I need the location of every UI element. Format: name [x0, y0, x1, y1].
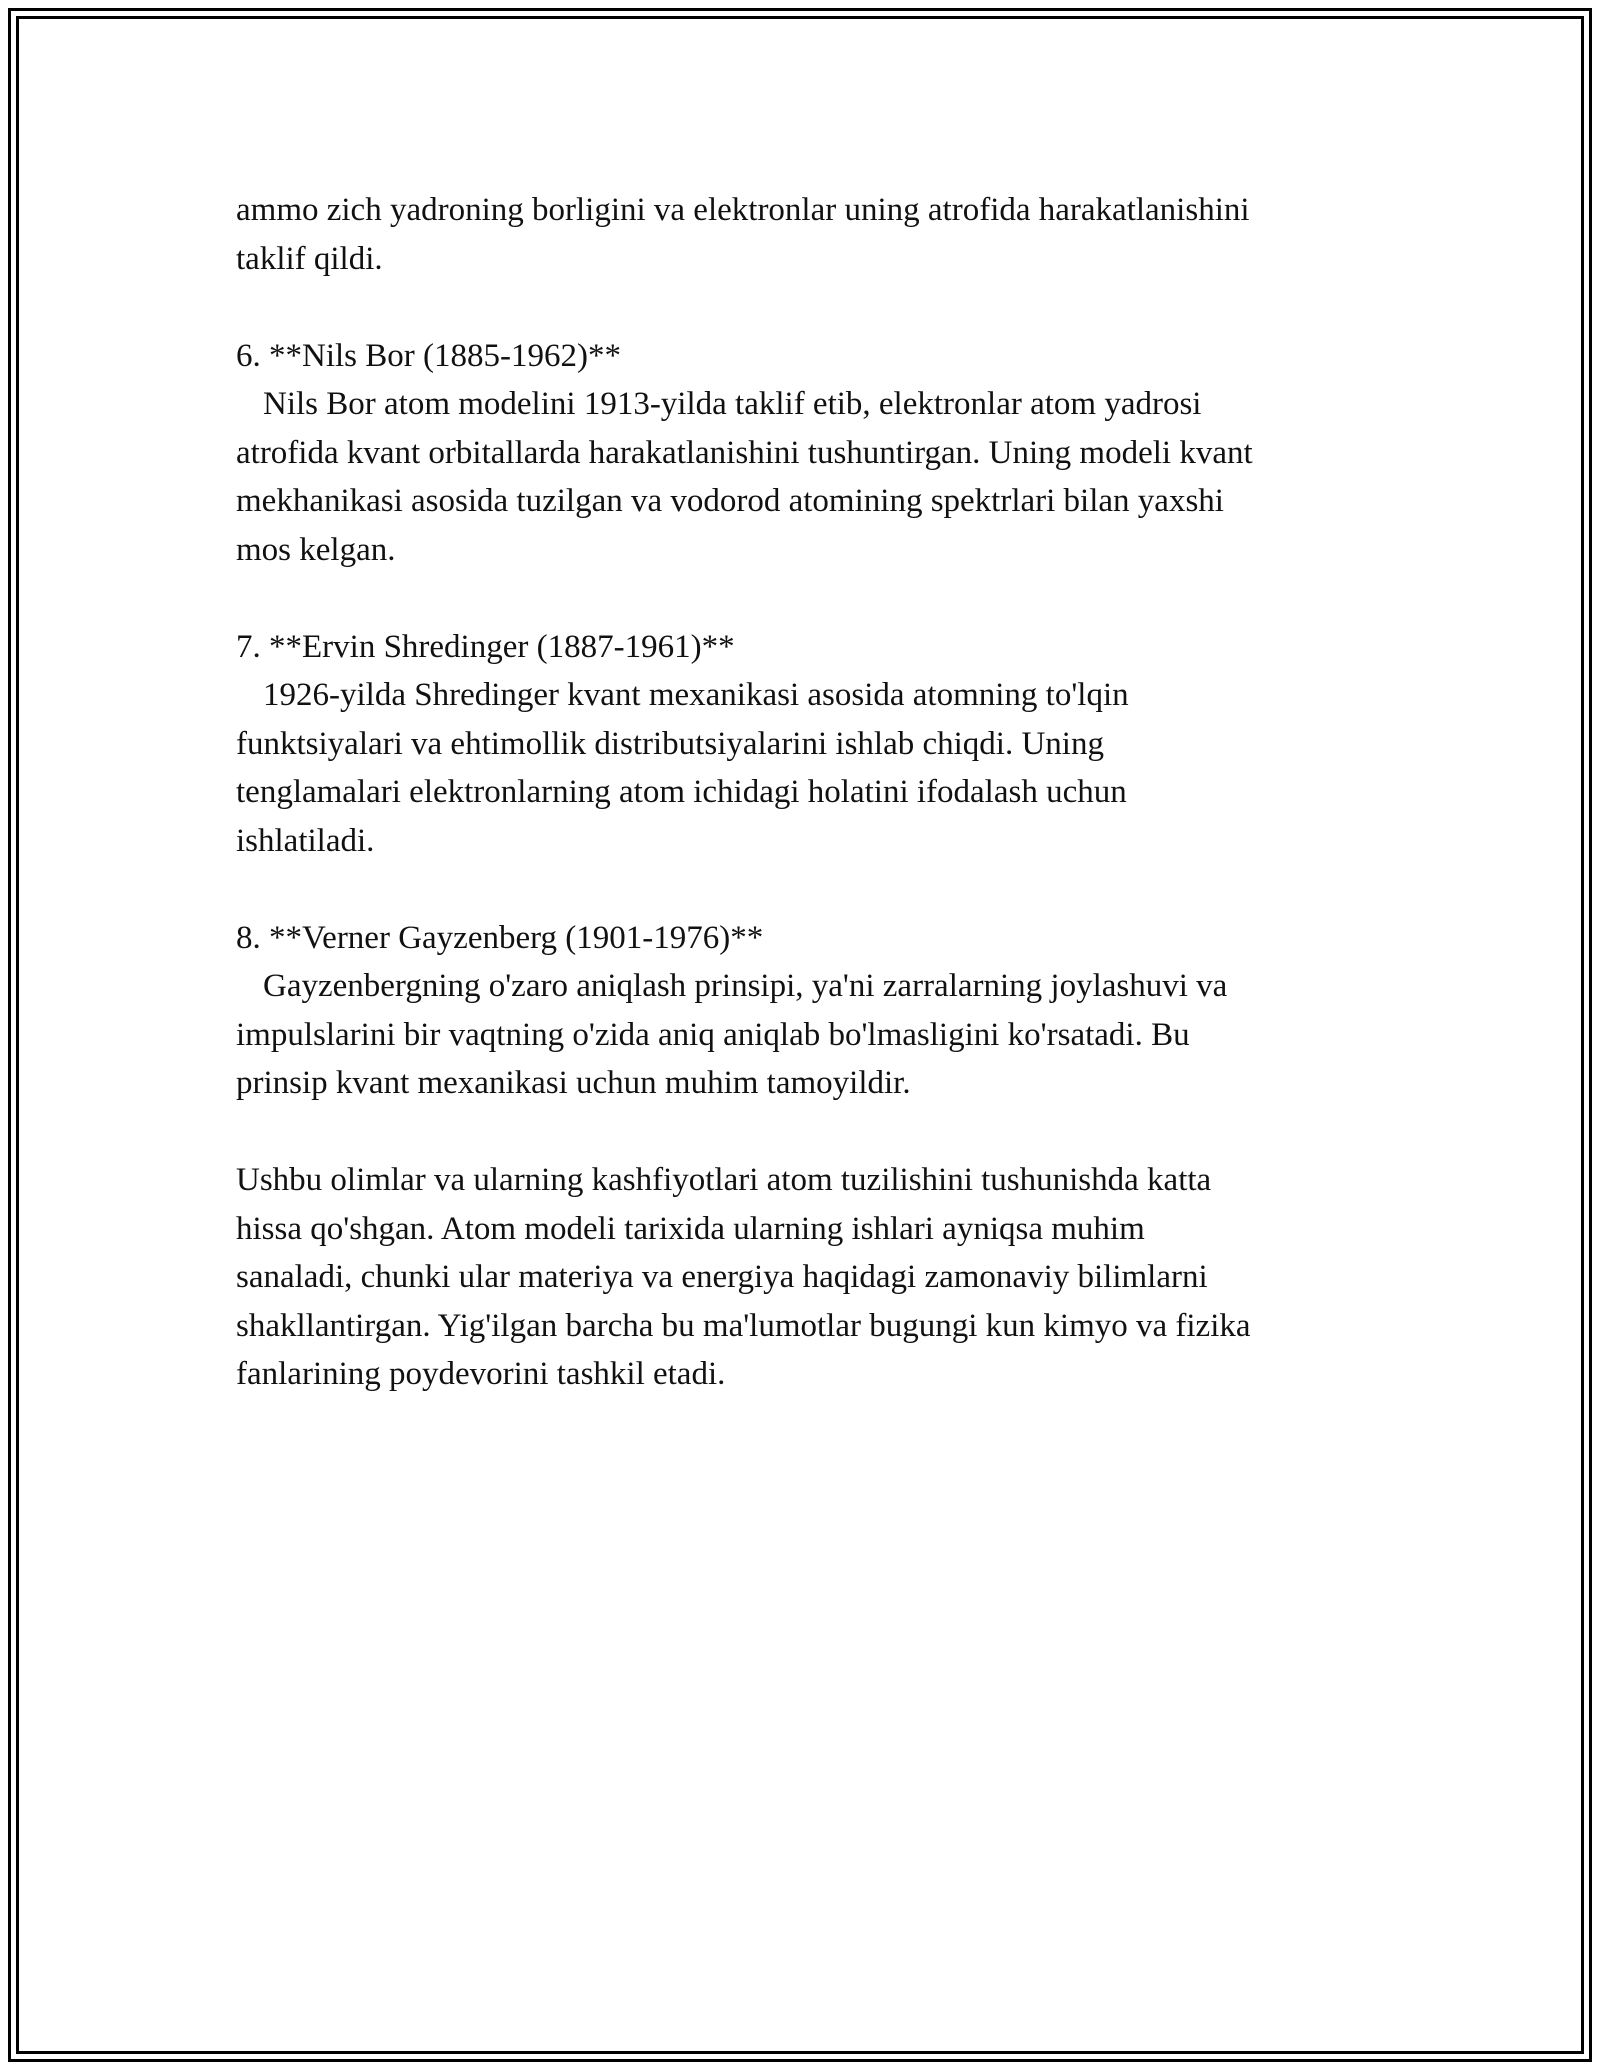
text-line: tenglamalari elektronlarning atom ichidagi holatini ifodalash uchun: [236, 774, 1127, 810]
text-line: fanlarining poydevorini tashkil etadi.: [236, 1356, 726, 1392]
text-line: ishlatiladi.: [236, 822, 375, 859]
list-item-nils-bor: [236, 332, 1396, 575]
text-line: ammo zich yadroning borligini va elektronlar uning atrofida harakatlanishini: [236, 192, 1250, 228]
text-line: mos kelgan.: [236, 531, 396, 568]
list-item-ervin-shredinger: [236, 623, 1396, 866]
text-line: atrofida kvant orbitallarda harakatlanishini tushuntirgan. Uning modeli kvant: [236, 434, 1253, 471]
text-line: sanaladi, chunki ular materiya va energiya haqidagi zamonaviy bilimlarni: [236, 1259, 1208, 1295]
text-line: Nils Bor atom modelini 1913-yilda taklif etib, elektronlar atom yadrosi: [263, 386, 1202, 422]
list-item-verner-gayzenberg: [236, 914, 1396, 1108]
text-line: taklif qildi.: [236, 240, 383, 277]
list-item-heading: 6. **Nils Bor (1885-1962)**: [236, 337, 621, 374]
text-line: Ushbu olimlar va ularning kashfiyotlari atom tuzilishini tushunishda katta: [236, 1162, 1212, 1198]
conclusion-paragraph: [236, 1156, 1396, 1399]
list-item-heading: 7. **Ervin Shredinger (1887-1961)**: [236, 628, 735, 665]
intro-paragraph: [236, 186, 1396, 283]
text-line: Gayzenbergning o'zaro aniqlash prinsipi, ya'ni zarralarning joylashuvi va: [263, 968, 1228, 1004]
text-line: mekhanikasi asosida tuzilgan va vodorod atomining spektrlari bilan yaxshi: [236, 483, 1224, 519]
text-line: impulslarini bir vaqtning o'zida aniq aniqlab bo'lmasligini ko'rsatadi. Bu: [236, 1016, 1190, 1053]
document-body: [236, 186, 1396, 1447]
text-line: hissa qo'shgan. Atom modeli tarixida ularning ishlari ayniqsa muhim: [236, 1210, 1145, 1247]
text-line: 1926-yilda Shredinger kvant mexanikasi asosida atomning to'lqin: [263, 677, 1129, 713]
list-item-heading: 8. **Verner Gayzenberg (1901-1976)**: [236, 919, 764, 956]
text-line: shakllantirgan. Yig'ilgan barcha bu ma'lumotlar bugungi kun kimyo va fizika: [236, 1307, 1251, 1344]
text-line: prinsip kvant mexanikasi uchun muhim tamoyildir.: [236, 1065, 911, 1101]
text-line: funktsiyalari va ehtimollik distributsiyalarini ishlab chiqdi. Uning: [236, 725, 1104, 762]
